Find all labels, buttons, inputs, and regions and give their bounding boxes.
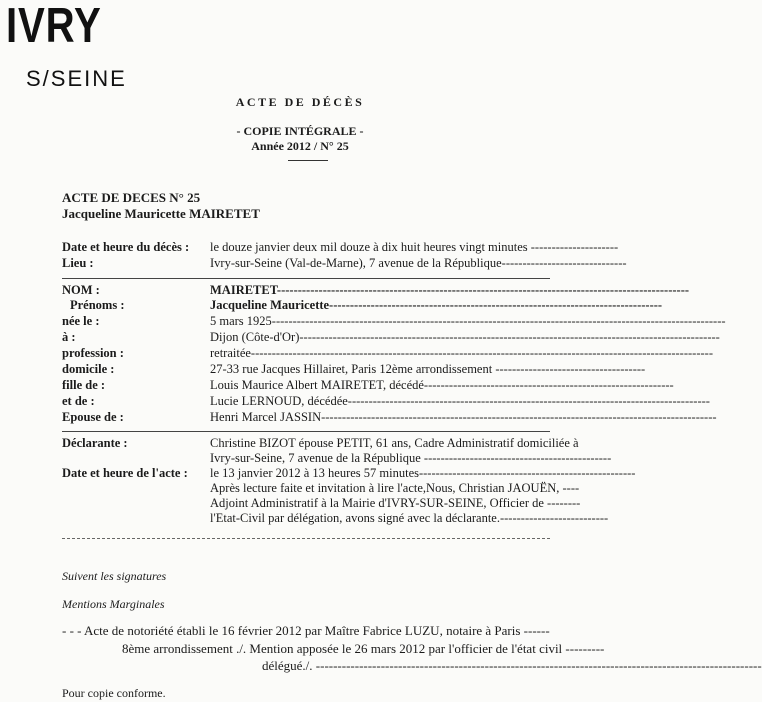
acte-text-line: Après lecture faite et invitation à lire l'acte,Nous, Christian JAOUËN, ---- [210,481,580,495]
acte-text-line: l'Etat-Civil par délégation, avons signé avec la déclarante.-------------------------- [210,511,609,525]
mother-label: et de : [62,394,95,408]
title-divider [288,160,328,161]
profession-value: retraitée--------------------------------------------------------------------------------------------------------------- [210,346,713,360]
mentions-title: Mentions Marginales [62,597,165,611]
prenoms-value: Jacqueline Mauricette-------------------------------------------------------------------------------- [210,298,663,312]
document-year-number: Année 2012 / N° 25 [251,139,349,153]
logo-ivry: IVRY [6,0,102,53]
death-place-label: Lieu : [62,256,94,270]
acte-date-line: le 13 janvier 2012 à 13 heures 57 minutes---------------------------------------------------- [210,466,636,480]
nom-label: NOM : [62,283,100,297]
section-divider [62,278,550,279]
declarante-line: Ivry-sur-Seine, 7 avenue de la République --------------------------------------------- [210,451,612,465]
mention-line: délégué./. ------------------------------------------------------------------------------------------------------- [262,658,762,673]
document-title: ACTE DE DÉCÈS [235,95,365,109]
profession-label: profession : [62,346,124,360]
declarante-label: Déclarante : [62,436,128,450]
mother-value: Lucie LERNOUD, décédée--------------------------------------------------------------------------------------- [210,394,710,408]
mention-line: - - - Acte de notoriété établi le 16 février 2012 par Maître Fabrice LUZU, notaire à Paris ------ [62,623,550,638]
signatures-note: Suivent les signatures [62,569,167,583]
father-label: fille de : [62,378,106,392]
section-divider [62,431,550,432]
death-date-label: Date et heure du décès : [62,240,190,254]
birth-date-label: née le : [62,314,100,328]
acte-text-line: Adjoint Administratif à la Mairie d'IVRY-SUR-SEINE, Officier de -------- [210,496,581,510]
prenoms-label: Prénoms : [70,298,125,312]
nom-value: MAIRETET--------------------------------------------------------------------------------------------------- [210,283,690,297]
declarante-line: Christine BIZOT épouse PETIT, 61 ans, Cadre Administratif domiciliée à [210,436,579,450]
certified-copy-note: Pour copie conforme. [62,686,166,700]
domicile-label: domicile : [62,362,115,376]
birth-place-value: Dijon (Côte-d'Or)----------------------------------------------------------------------------------------------------- [210,330,720,344]
death-date-value: le douze janvier deux mil douze à dix huit heures vingt minutes --------------------- [210,240,619,254]
birth-date-value: 5 mars 1925------------------------------------------------------------------------------------------------------------- [210,314,726,328]
death-place-value: Ivry-sur-Seine (Val-de-Marne), 7 avenue de la République------------------------------ [210,256,627,270]
acte-heading: ACTE DE DECES N° 25 [62,190,201,205]
father-value: Louis Maurice Albert MAIRETET, décédé------------------------------------------------------------ [210,378,674,392]
domicile-value: 27-33 rue Jacques Hillairet, Paris 12ème arrondissement ------------------------------------ [210,362,646,376]
mention-line: 8ème arrondissement ./. Mention apposée le 26 mars 2012 par l'officier de l'état civil --------- [122,641,605,656]
spouse-label: Epouse de : [62,410,124,424]
dashed-divider [62,538,550,539]
acte-date-label: Date et heure de l'acte : [62,466,188,480]
deceased-name: Jacqueline Mauricette MAIRETET [62,206,260,221]
birth-place-label: à : [62,330,76,344]
logo-seine: S/SEINE [26,66,127,91]
document-subtitle: - COPIE INTÉGRALE - [236,124,364,138]
spouse-value: Henri Marcel JASSIN----------------------------------------------------------------------------------------------- [210,410,717,424]
